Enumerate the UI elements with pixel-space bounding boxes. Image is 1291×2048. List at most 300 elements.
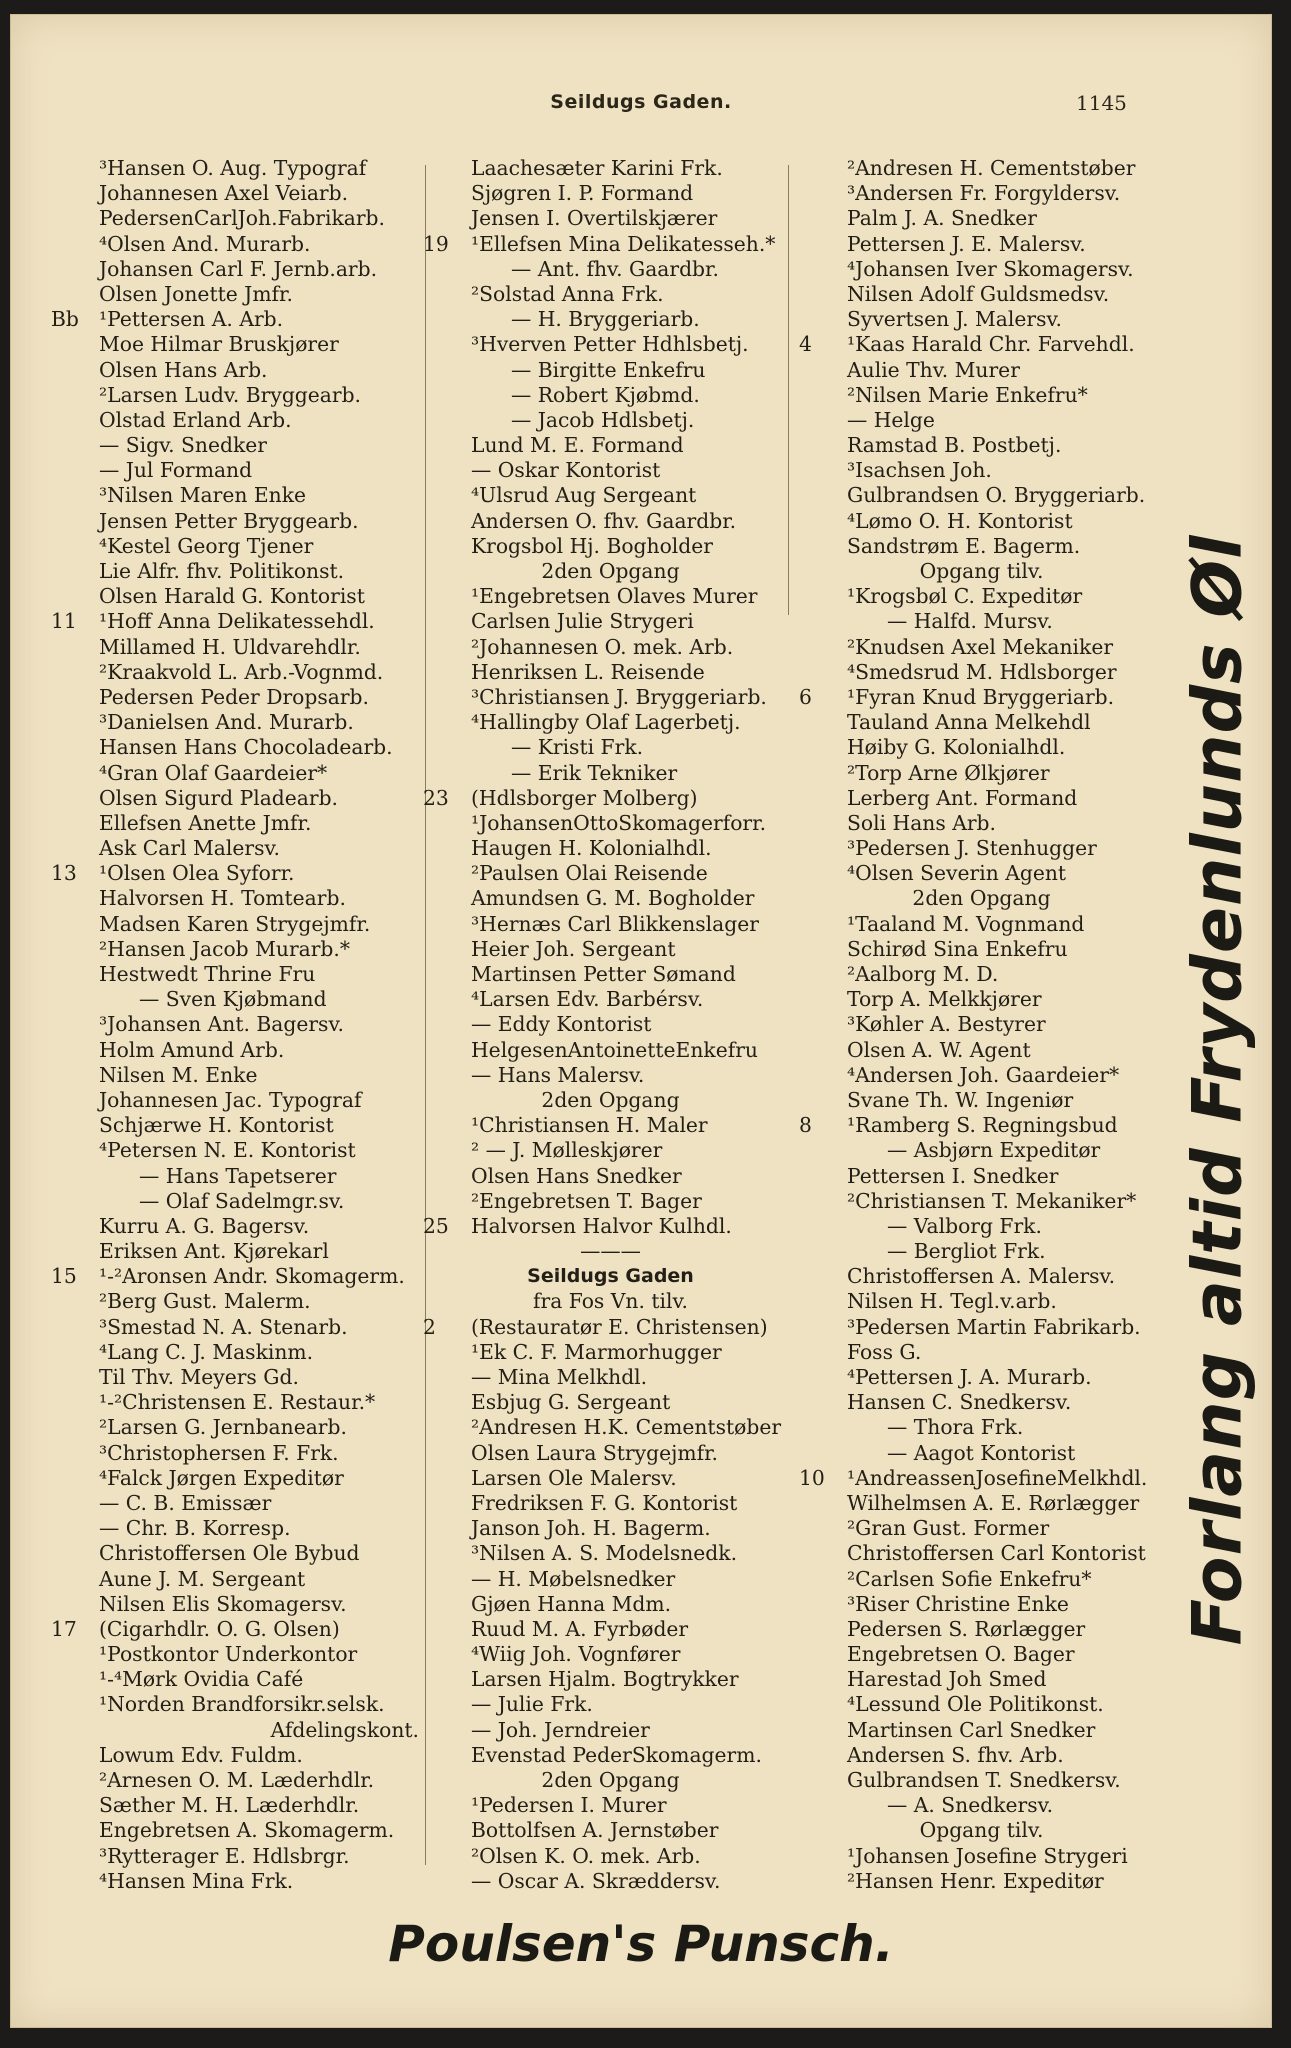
directory-entry [799,1365,1164,1390]
directory-entry [799,206,1164,231]
entry-text: — Aagot Kontorist [887,1440,1076,1465]
entry-text: ¹Ellefsen Mina Delikatesseh.* [471,231,776,256]
directory-entry [423,1340,798,1365]
directory-entry [51,1113,423,1138]
entry-text: Andersen O. fhv. Gaardbr. [471,508,737,533]
directory-entry [423,433,798,458]
directory-entry [51,559,423,584]
directory-entry [51,710,423,735]
directory-entry [423,811,798,836]
entry-text: 2den Opgang [541,1768,680,1792]
entry-text: Lund M. E. Formand [471,433,684,458]
directory-entry [799,1692,1164,1717]
directory-entry [51,836,423,861]
directory-entry [799,1667,1164,1692]
entry-text: HelgesenAntoinetteEnkefru [471,1037,758,1062]
entry-text: ⁴Lømo O. H. Kontorist [847,508,1073,533]
entry-text: Ramstad B. Postbetj. [847,433,1062,458]
entry-text: ²Larsen G. Jernbanearb. [99,1415,347,1440]
directory-entry [799,458,1164,483]
directory-entry [423,383,798,408]
entry-text: Amundsen G. M. Bogholder [471,886,755,911]
entry-text: Gulbrandsen T. Snedkersv. [847,1768,1121,1792]
directory-entry [799,307,1164,332]
directory-entry [799,584,1164,609]
entry-text: Halvorsen Halvor Kulhdl. [471,1213,732,1238]
directory-entry [423,1818,798,1843]
directory-entry [51,232,423,257]
directory-entry [423,1415,798,1440]
directory-entry [423,1869,798,1894]
directory-entry [51,937,423,962]
entry-text: Høiby G. Kolonialhdl. [847,735,1066,760]
entry-text: Nilsen H. Tegl.v.arb. [847,1289,1057,1314]
directory-entry [799,1264,1164,1289]
directory-entry [799,1239,1164,1264]
entry-text: 2den Opgang [912,886,1051,911]
entry-text: Evenstad PederSkomagerm. [471,1742,762,1767]
house-number: 11 [51,609,77,634]
entry-text: — Oscar A. Skræddersv. [471,1868,721,1893]
directory-entry [423,458,798,483]
directory-entry [51,1365,423,1390]
directory-entry [799,1289,1164,1314]
house-number: 10 [799,1465,825,1490]
directory-entry [423,1592,798,1617]
directory-entry [423,509,798,534]
directory-entry [799,1516,1164,1541]
entry-text: Pedersen Peder Dropsarb. [99,684,369,709]
directory-entry [799,937,1164,962]
entry-text: Torp A. Melkkjører [847,987,1042,1012]
directory-entry [51,1239,423,1264]
entry-text: Olsen Jonette Jmfr. [99,281,293,306]
directory-entry [423,1038,798,1063]
entry-text: Svane Th. W. Ingeniør [847,1087,1074,1112]
bottom-advertisement: Poulsen's Punsch. [388,1915,894,1973]
entry-text: — Oskar Kontorist [471,458,661,483]
entry-text: — Birgitte Enkefru [511,357,706,382]
entry-text: ²Arnesen O. M. Læderhdlr. [99,1768,375,1792]
directory-entry [423,710,798,735]
entry-text: Til Thv. Meyers Gd. [99,1365,299,1389]
entry-text: ²Nilsen Marie Enkefru* [847,382,1088,407]
entry-text: ²Solstad Anna Frk. [471,281,664,306]
directory-entry [423,735,798,760]
directory-entry [799,358,1164,383]
entry-text: Nilsen M. Enke [99,1062,258,1087]
entry-text: ²Paulsen Olai Reisende [471,861,708,886]
entry-text: Nilsen Elis Skomagersv. [99,1591,347,1616]
directory-entry [423,1164,798,1189]
entry-text: ²Aalborg M. D. [847,962,999,986]
entry-text: ²Olsen K. O. mek. Arb. [471,1843,701,1868]
directory-entry [51,509,423,534]
directory-entry [799,1138,1164,1163]
directory-entry [799,257,1164,282]
directory-entry [51,1844,423,1869]
entry-text: ⁴Larsen Edv. Barbérsv. [471,987,704,1012]
directory-entry [423,282,798,307]
entry-text: — H. Bryggeriarb. [511,307,700,332]
directory-entry [51,1768,423,1793]
directory-entry [799,1617,1164,1642]
entry-text: ⁴Pettersen J. A. Murarb. [847,1365,1092,1389]
entry-text: Lie Alfr. fhv. Politikonst. [99,559,345,583]
entry-text: Esbjug G. Sergeant [471,1390,671,1415]
directory-entry [799,987,1164,1012]
entry-text: — A. Snedkersv. [887,1793,1054,1818]
entry-text: Olsen Harald G. Kontorist [99,584,365,609]
directory-entry [799,156,1164,181]
house-number: 6 [799,684,812,709]
directory-entry [51,1340,423,1365]
entry-text: ¹AndreassenJosefineMelkhdl. [847,1465,1148,1490]
directory-entry [51,1818,423,1843]
directory-entry [423,1642,798,1667]
entry-text: Martinsen Carl Snedker [847,1717,1096,1742]
entry-text: Olsen Hans Snedker [471,1163,682,1188]
entry-text: Pettersen I. Snedker [847,1163,1059,1188]
entry-text: Tauland Anna Melkehdl [847,710,1091,735]
entry-text: ⁴Johansen Iver Skomagersv. [847,256,1134,281]
entry-text: Aune J. M. Sergeant [99,1566,306,1591]
entry-text: ¹-⁴Mørk Ovidia Café [99,1667,304,1692]
entry-text: ²Torp Arne Ølkjører [847,760,1050,785]
directory-entry [799,735,1164,760]
directory-entry [799,1491,1164,1516]
section-note [799,886,1164,911]
entry-text: ¹-²Christensen E. Restaur.* [99,1390,376,1415]
entry-text: ³Rytterager E. Hdlsbrgr. [99,1843,350,1868]
entry-text: Moe Hilmar Bruskjører [99,332,339,357]
entry-text: Krogsbol Hj. Bogholder [471,533,713,558]
vertical-advertisement: Forlang altid Frydenlunds Øl [1178,534,1258,1646]
entry-text: — Sven Kjøbmand [139,987,327,1012]
entry-text: — Bergliot Frk. [887,1239,1046,1264]
directory-entry [51,1289,423,1314]
directory-entry [51,181,423,206]
entry-text: 2den Opgang [541,1087,680,1112]
directory-entry [423,635,798,660]
entry-text: Hansen Hans Chocoladearb. [99,735,393,760]
directory-entry [799,1214,1164,1239]
entry-text: Wilhelmsen A. E. Rørlægger [847,1490,1140,1515]
entry-text: ¹Pettersen A. Arb. [99,307,284,332]
directory-entry [799,332,1164,357]
directory-entry [799,383,1164,408]
directory-entry [799,1743,1164,1768]
directory-entry [799,861,1164,886]
directory-entry [799,1642,1164,1667]
entry-text: — Robert Kjøbmd. [511,382,700,407]
directory-entry [423,156,798,181]
house-number: 8 [799,1113,812,1138]
entry-text: ²Knudsen Axel Mekaniker [847,634,1114,659]
entry-text: Olsen Sigurd Pladearb. [99,785,339,810]
entry-text: ¹Kaas Harald Chr. Farvehdl. [847,332,1135,357]
directory-entry [51,635,423,660]
directory-entry [51,1415,423,1440]
entry-text: ²Larsen Ludv. Bryggearb. [99,382,362,407]
house-number: 23 [423,785,449,810]
directory-entry [423,1012,798,1037]
directory-entry [51,1718,423,1743]
entry-text: — Ant. fhv. Gaardbr. [511,256,719,281]
entry-text: — Joh. Jerndreier [471,1717,650,1742]
directory-entry [799,836,1164,861]
entry-text: Ruud M. A. Fyrbøder [471,1616,689,1641]
entry-text: Christoffersen Ole Bybud [99,1541,360,1566]
entry-text: — Halfd. Mursv. [887,609,1053,634]
entry-text: ¹Postkontor Underkontor [99,1642,358,1667]
house-number: 2 [423,1314,436,1339]
entry-text: ¹Johansen Josefine Strygeri [847,1843,1128,1868]
entry-text: Laachesæter Karini Frk. [471,156,723,180]
entry-text: ³Nilsen A. S. Modelsnedk. [471,1541,738,1566]
directory-entry [799,534,1164,559]
directory-entry [423,1466,798,1491]
entry-text: ²Carlsen Sofie Enkefru* [847,1566,1092,1591]
entry-text: ³Pedersen J. Stenhugger [847,836,1097,861]
directory-entry [423,1214,798,1239]
directory-entry [51,584,423,609]
entry-text: ——— [580,1239,641,1264]
entry-text: Johannesen Axel Veiarb. [99,181,349,206]
directory-entry [51,1164,423,1189]
directory-entry [799,786,1164,811]
entry-text: ³Nilsen Maren Enke [99,483,306,508]
directory-entry [799,1567,1164,1592]
directory-entry [51,1567,423,1592]
house-number: 17 [51,1616,77,1641]
directory-entry [799,710,1164,735]
directory-entry [799,1012,1164,1037]
directory-entry [799,962,1164,987]
entry-text: — H. Møbelsnedker [471,1566,676,1591]
directory-entry [51,1264,423,1289]
directory-entry [423,1063,798,1088]
entry-text: fra Fos Vn. tilv. [533,1289,688,1314]
entry-text: ¹Taaland M. Vognmand [847,911,1085,936]
entry-text: ³Johansen Ant. Bagersv. [99,1012,344,1037]
entry-text: Janson Joh. H. Bagerm. [471,1516,711,1541]
entry-text: ²Kraakvold L. Arb.-Vognmd. [99,659,384,684]
entry-text: Olsen A. W. Agent [847,1037,1031,1062]
entry-text: — Julie Frk. [471,1692,593,1717]
directory-entry [51,1315,423,1340]
entry-text: ¹Fyran Knud Bryggeriarb. [847,684,1115,709]
entry-text: — Kristi Frk. [511,735,644,760]
directory-entry [51,1063,423,1088]
directory-column-1 [51,156,423,1894]
directory-entry [51,1541,423,1566]
entry-text: ²Andresen H.K. Cementstøber [471,1415,782,1440]
directory-entry [51,1012,423,1037]
entry-text: ⁴Smedsrud M. Hdlsborger [847,659,1117,684]
entry-text: Haugen H. Kolonialhdl. [471,836,712,861]
directory-entry [423,1844,798,1869]
directory-entry [799,282,1164,307]
entry-text: Syvertsen J. Malersv. [847,307,1062,332]
entry-text: ²Andresen H. Cementstøber [847,156,1136,180]
directory-entry [51,383,423,408]
entry-text: Jensen I. Overtilskjærer [471,206,718,231]
entry-text: ²Berg Gust. Malerm. [99,1289,311,1314]
entry-text: ⁴Wiig Joh. Vognfører [471,1642,681,1667]
directory-column-2 [423,156,798,1894]
directory-entry [51,761,423,786]
directory-entry [51,1692,423,1717]
directory-entry [799,1466,1164,1491]
section-note [799,1818,1164,1843]
directory-entry [51,408,423,433]
entry-text: ³Christiansen J. Bryggeriarb. [471,684,767,709]
directory-entry [799,509,1164,534]
house-number: 4 [799,332,812,357]
entry-text: Foss G. [847,1339,922,1364]
entry-text: ³Andersen Fr. Forgyldersv. [847,181,1121,206]
entry-text: Christoffersen Carl Kontorist [847,1541,1146,1566]
directory-entry [423,1567,798,1592]
entry-text: Carlsen Julie Strygeri [471,609,694,634]
directory-entry [51,786,423,811]
directory-entry [799,761,1164,786]
entry-text: Soli Hans Arb. [847,810,996,835]
entry-text: Lowum Edv. Fuldm. [99,1742,303,1767]
entry-text: — Eddy Kontorist [471,1012,652,1037]
entry-text: Aulie Thv. Murer [847,357,1020,382]
entry-text: — Hans Tapetserer [139,1163,337,1188]
entry-text: Christoffersen A. Malersv. [847,1264,1116,1289]
directory-entry [423,1718,798,1743]
entry-text: ¹-²Aronsen Andr. Skomagerm. [99,1264,405,1289]
entry-text: Hestwedt Thrine Fru [99,962,316,986]
entry-text: Gulbrandsen O. Bryggeriarb. [847,483,1146,508]
section-note [423,559,798,584]
entry-text: Opgang tilv. [919,559,1044,583]
directory-entry [423,886,798,911]
entry-text: Schjærwe H. Kontorist [99,1113,334,1138]
entry-text: ²Hansen Henr. Expeditør [847,1868,1104,1893]
directory-entry [51,458,423,483]
directory-entry [51,609,423,634]
entry-text: Gjøen Hanna Mdm. [471,1591,672,1616]
directory-entry [799,1088,1164,1113]
directory-entry [799,912,1164,937]
entry-text: — Jacob Hdlsbetj. [511,407,695,432]
directory-entry [423,912,798,937]
directory-entry [51,1189,423,1214]
entry-text: — Hans Malersv. [471,1062,645,1087]
house-number: 13 [51,861,77,886]
entry-text: ³Danielsen And. Murarb. [99,710,354,735]
entry-text: Afdelingskont. [270,1717,419,1742]
entry-text: ⁴Hansen Mina Frk. [99,1868,294,1893]
section-note [423,1289,798,1314]
entry-text: ⁴Hallingby Olaf Lagerbetj. [471,710,741,735]
entry-text: ²Christiansen T. Mekaniker* [847,1188,1137,1213]
entry-text: (Restauratør E. Christensen) [471,1314,768,1339]
directory-entry [423,1667,798,1692]
entry-text: ⁴Lang C. J. Maskinm. [99,1339,314,1364]
directory-entry [51,332,423,357]
entry-text: ⁴Lessund Ole Politikonst. [847,1692,1104,1717]
entry-text: Fredriksen F. G. Kontorist [471,1490,738,1515]
section-note [799,559,1164,584]
directory-entry [799,1038,1164,1063]
entry-text: Johansen Carl F. Jernb.arb. [99,256,378,281]
entry-text: Opgang tilv. [919,1818,1044,1843]
directory-entry [51,1138,423,1163]
entry-text: ¹Pedersen I. Murer [471,1793,667,1818]
directory-entry [799,408,1164,433]
entry-text: ⁴Andersen Joh. Gaardeier* [847,1062,1120,1087]
directory-entry [51,962,423,987]
entry-text: Sæther M. H. Læderhdlr. [99,1793,360,1818]
section-note [423,1239,798,1264]
directory-entry [51,861,423,886]
directory-entry [51,886,423,911]
entry-text: Eriksen Ant. Kjørekarl [99,1239,329,1264]
directory-entry [799,1164,1164,1189]
directory-entry [423,937,798,962]
entry-text: Harestad Joh Smed [847,1667,1047,1692]
entry-text: ³Hansen O. Aug. Typograf [99,156,367,180]
entry-text: ⁴Falck Jørgen Expeditør [99,1465,344,1490]
directory-entry [51,1390,423,1415]
entry-text: Madsen Karen Strygejmfr. [99,911,371,936]
entry-text: — Erik Tekniker [511,760,678,785]
entry-text: Sjøgren I. P. Formand [471,181,694,206]
entry-text: Heier Joh. Sergeant [471,936,676,961]
directory-entry [51,534,423,559]
directory-entry [423,660,798,685]
entry-text: ³Pedersen Martin Fabrikarb. [847,1314,1141,1339]
directory-entry [799,609,1164,634]
entry-text: — Chr. B. Korresp. [99,1516,291,1541]
directory-entry [799,1340,1164,1365]
entry-text: — Olaf Sadelmgr.sv. [139,1188,345,1213]
directory-entry [51,660,423,685]
entry-text: ¹Ramberg S. Regningsbud [847,1113,1118,1138]
entry-text: ¹Ek C. F. Marmorhugger [471,1339,722,1364]
entry-text: Bottolfsen A. Jernstøber [471,1818,719,1843]
directory-entry [51,358,423,383]
directory-entry [423,685,798,710]
directory-entry [423,1138,798,1163]
entry-text: ²Johannesen O. mek. Arb. [471,634,734,659]
entry-text: ¹Krogsbøl C. Expeditør [847,584,1083,609]
entry-text: Larsen Hjalm. Bogtrykker [471,1667,739,1692]
entry-text: Sandstrøm E. Bagerm. [847,533,1081,558]
directory-page [10,14,1272,2028]
directory-entry [51,1441,423,1466]
directory-entry [423,232,798,257]
entry-text: PedersenCarlJoh.Fabrikarb. [99,206,385,231]
entry-text: Nilsen Adolf Guldsmedsv. [847,281,1110,306]
directory-entry [51,685,423,710]
directory-entry [51,912,423,937]
house-number: 15 [51,1264,77,1289]
directory-entry [799,1718,1164,1743]
entry-text: Jensen Petter Bryggearb. [99,508,359,533]
running-title: Seildugs Gaden. [550,91,732,113]
entry-text: — Jul Formand [99,458,253,483]
entry-text: Hansen C. Snedkersv. [847,1390,1072,1415]
directory-entry [51,735,423,760]
entry-text: ³Christophersen F. Frk. [99,1440,339,1465]
